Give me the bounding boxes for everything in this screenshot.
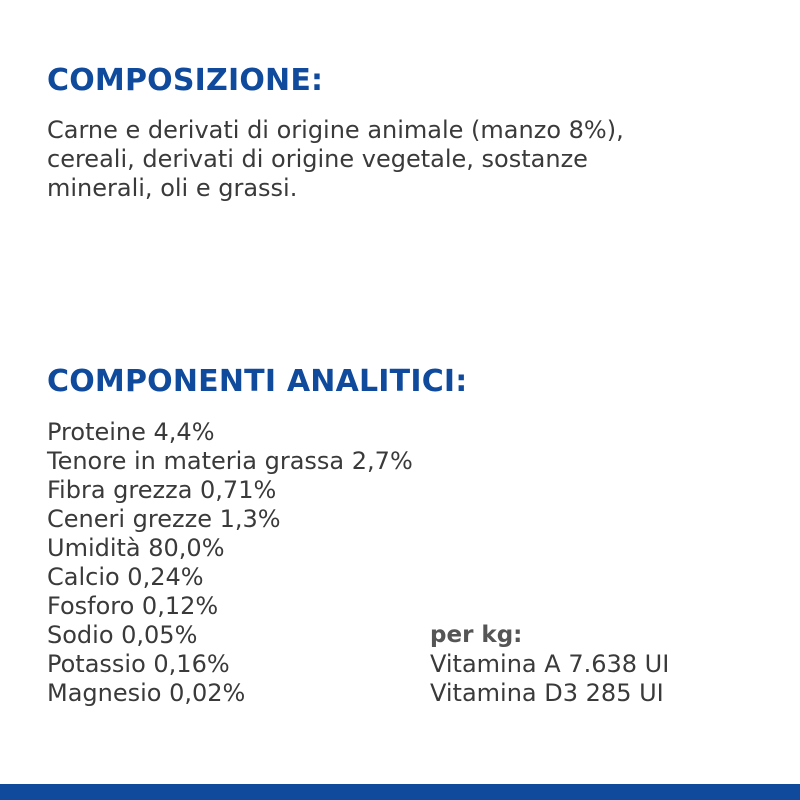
bottom-brand-bar	[0, 784, 800, 800]
analytic-components-list	[47, 418, 413, 708]
analytic-item-fat: Tenore in materia grassa 2,7%	[47, 447, 413, 475]
analytic-item-ash: Ceneri grezze 1,3%	[47, 505, 281, 533]
composition-title: COMPOSIZIONE:	[47, 63, 324, 98]
analytic-item-phosphorus: Fosforo 0,12%	[47, 592, 219, 620]
analytic-components-title: COMPONENTI ANALITICI:	[47, 364, 468, 399]
analytic-item-fiber: Fibra grezza 0,71%	[47, 476, 277, 504]
composition-line: cereali, derivati di origine vegetale, sostanze	[47, 145, 588, 173]
analytic-item-magnesium: Magnesio 0,02%	[47, 679, 246, 707]
analytic-item-calcium: Calcio 0,24%	[47, 563, 204, 591]
analytic-item-protein: Proteine 4,4%	[47, 418, 215, 446]
vitamins-block	[430, 621, 669, 708]
per-kg-heading: per kg:	[430, 622, 523, 648]
vitamin-d3-value: Vitamina D3 285 UI	[430, 679, 664, 707]
composition-line: Carne e derivati di origine animale (manzo 8%),	[47, 116, 624, 144]
composition-text	[47, 116, 747, 203]
vitamin-a-value: Vitamina A 7.638 UI	[430, 650, 670, 678]
analytic-item-moisture: Umidità 80,0%	[47, 534, 225, 562]
analytic-item-potassium: Potassio 0,16%	[47, 650, 230, 678]
analytic-item-sodium: Sodio 0,05%	[47, 621, 198, 649]
composition-line: minerali, oli e grassi.	[47, 174, 298, 202]
